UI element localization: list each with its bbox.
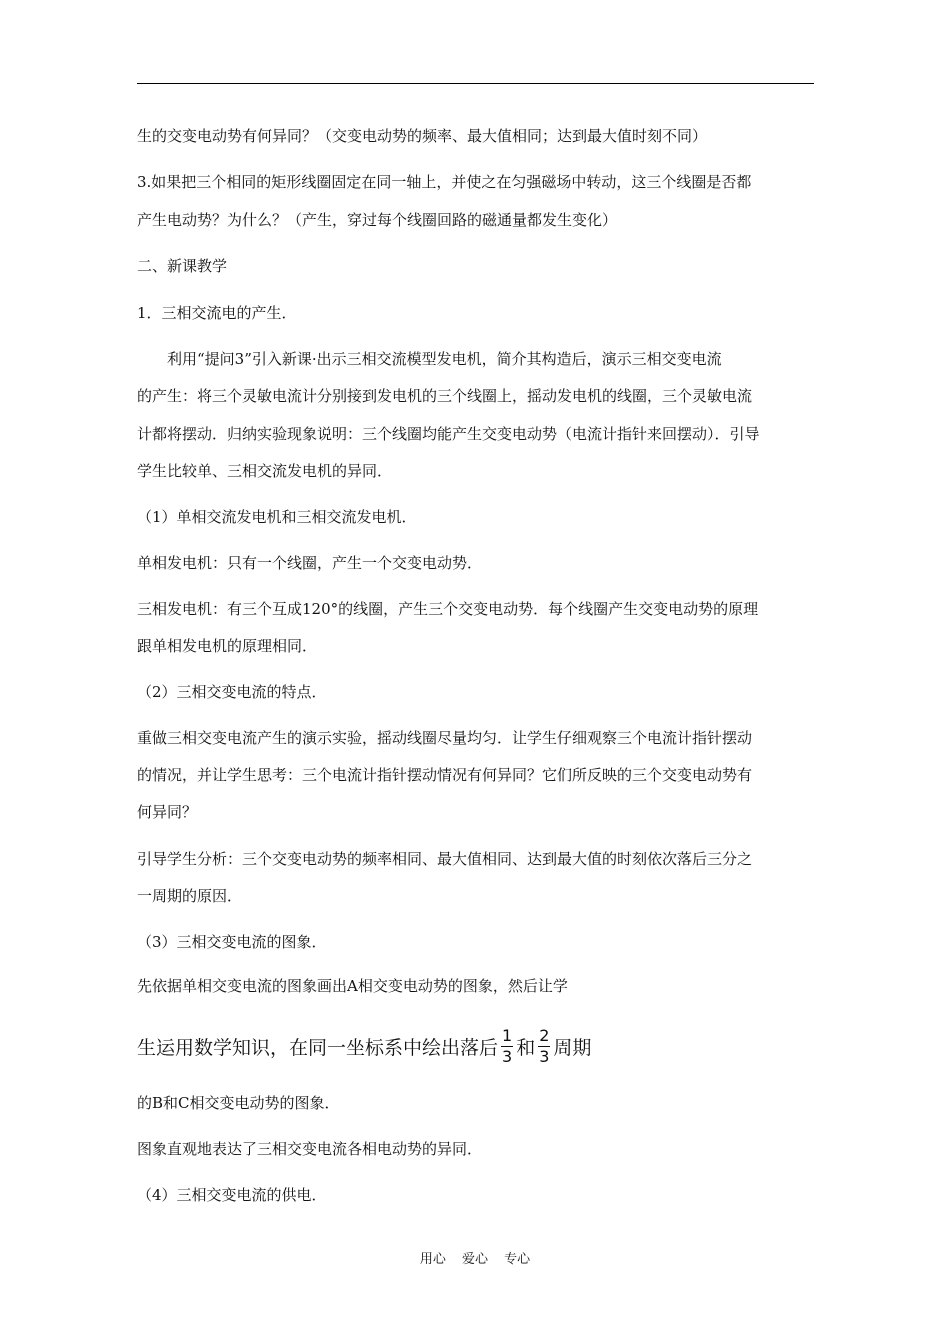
footer-text: 专心 [504,1252,531,1267]
text-line: 单相发电机：只有一个线圈，产生一个交变电动势． [137,554,483,572]
text-line: 的B和C相交变电动势的图象． [137,1094,340,1112]
formula-prefix: 生运用数学知识，在同一坐标系中绘出落后 [137,1036,499,1059]
item-heading: （2）三相交变电流的特点． [137,683,327,701]
text-line: 的情况，并让学生思考：三个电流计指针摆动情况有何异同？它们所反映的三个交变电动势有 [137,766,753,784]
formula-line [137,1018,591,1074]
fraction-denominator: 3 [502,1046,513,1066]
item-heading: （4）三相交变电流的供电． [137,1186,327,1204]
text-line: 三相发电机：有三个互成120°的线圈，产生三个交变电动势．每个线圈产生交变电动势的原理 [137,600,759,618]
fraction-two-thirds [538,1027,550,1066]
footer-text: 用心 [419,1252,446,1267]
page-footer [0,1248,950,1267]
text-line: 先依据单相交变电流的图象画出A相交变电动势的图象，然后让学 [137,977,568,995]
fraction-numerator: 2 [539,1025,550,1045]
text-line: 利用“提问3”引入新课·出示三相交流模型发电机，简介其构造后，演示三相交变电流 [167,350,722,368]
fraction-numerator: 1 [502,1025,513,1045]
item-heading: （3）三相交变电流的图象． [137,933,327,951]
text-line: 3.如果把三个相同的矩形线圈固定在同一轴上，并使之在匀强磁场中转动，这三个线圈是否都 [137,173,752,191]
fraction-one-third [501,1027,513,1066]
header-rule [137,83,814,84]
text-line: 引导学生分析：三个交变电动势的频率相同、最大值相同、达到最大值的时刻依次落后三分之 [137,850,753,868]
section-heading: 二、新课教学 [137,257,228,275]
text-line: 产生电动势？为什么？（产生，穿过每个线圈回路的磁通量都发生变化） [137,211,618,229]
fraction-denominator: 3 [539,1046,550,1066]
text-line: 图象直观地表达了三相交变电流各相电动势的异同． [137,1140,483,1158]
text-line: 学生比较单、三相交流发电机的异同． [137,462,393,480]
text-line: 重做三相交变电流产生的演示实验，摇动线圈尽量均匀．让学生仔细观察三个电流计指针摆动 [137,729,753,747]
text-line: 的产生：将三个灵敏电流计分别接到发电机的三个线圈上，摇动发电机的线圈，三个灵敏电流 [137,387,753,405]
formula-middle: 和 [516,1036,536,1059]
text-line: 跟单相发电机的原理相同． [137,637,318,655]
formula-suffix: 周期 [553,1036,592,1059]
item-heading: （1）单相交流发电机和三相交流发电机． [137,508,417,526]
text-line: 何异同？ [137,803,198,821]
text-line: 生的交变电动势有何异同？（交变电动势的频率、最大值相同；达到最大值时刻不同） [137,127,708,145]
subsection-heading: 1．三相交流电的产生． [137,304,297,322]
footer-text: 爱心 [461,1252,488,1267]
text-line: 计都将摆动．归纳实验现象说明：三个线圈均能产生交变电动势（电流计指针来回摆动）．引导 [137,425,760,443]
text-line: 一周期的原因． [137,887,243,905]
